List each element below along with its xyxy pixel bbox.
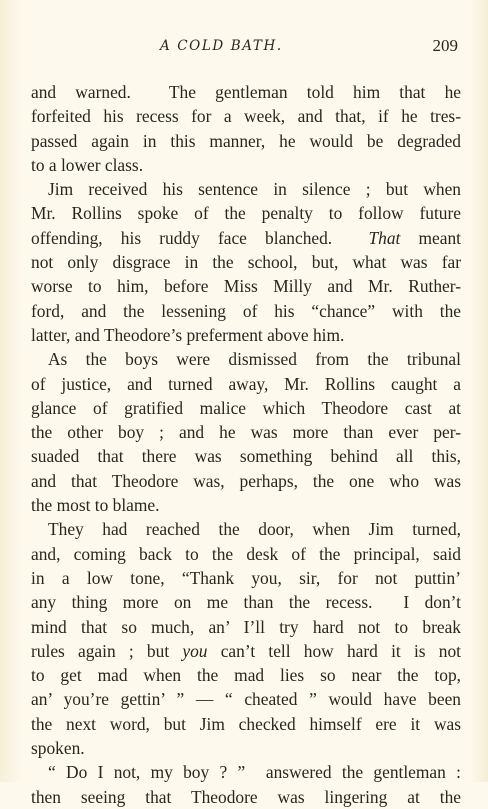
text-line: “ Do I not, my boy ? ” answered the gentleman : (48, 762, 461, 783)
text-segment: meant (400, 227, 461, 248)
text-line: latter, and Theodore’s preferment above him. (31, 324, 345, 345)
text-line: the most to blame. (31, 495, 160, 516)
text-segment: rules again ; but (31, 640, 183, 661)
text-line: the next word, but Jim checked himself ere it was (31, 713, 461, 734)
text-line: the other boy ; and he was more than ever per- (31, 422, 461, 443)
text-line: mind that so much, an’ I’ll try hard not to break (31, 616, 461, 637)
text-line: Jim received his sentence in silence ; but when (48, 179, 461, 200)
text-line: As the boys were dismissed from the tribunal (48, 349, 461, 370)
text-line: and warned. The gentleman told him that he (31, 82, 461, 102)
text-line: worse to him, before Miss Milly and Mr. Ruther- (31, 276, 461, 297)
text-line: Mr. Rollins spoke of the penalty to follow future (31, 203, 461, 224)
text-line: forfeited his recess for a week, and that, if he tres- (31, 106, 461, 127)
text-line (31, 639, 461, 663)
text-line: to get mad when the mad lies so near the top, (31, 665, 461, 686)
text-line: any thing more on me than the recess. I don’t (31, 592, 461, 613)
text-line: and that Theodore was, perhaps, the one who was (31, 470, 461, 491)
text-line: of justice, and turned away, Mr. Rollins caught a (31, 373, 461, 394)
text-segment: can’t tell how hard it is not (207, 640, 461, 661)
text-line: to a lower class. (31, 154, 144, 175)
text-line: ford, and the lessening of his “chance” with the (31, 300, 461, 321)
page-number: 209 (432, 36, 458, 55)
text-line: in a low tone, “Thank you, sir, for not puttin’ (31, 567, 461, 588)
text-line: not only disgrace in the school, but, what was far (31, 252, 461, 273)
text-line: an’ you’re gettin’ ” — “ cheated ” would have been (31, 689, 461, 710)
body-text (31, 80, 461, 809)
italic-emphasis: That (368, 227, 401, 248)
text-line: and, coming back to the desk of the principal, said (31, 543, 461, 564)
text-line (31, 226, 461, 250)
italic-emphasis: you (182, 640, 208, 661)
text-line: They had reached the door, when Jim turned, (48, 519, 461, 540)
page-header (0, 38, 488, 58)
text-line: glance of gratified malice which Theodore cast at (31, 397, 461, 418)
text-line: suaded that there was something behind all this, (31, 446, 461, 467)
running-title: A COLD BATH. (160, 38, 283, 54)
text-line: spoken. (31, 738, 85, 759)
text-line: then seeing that Theodore was lingering at the (31, 786, 461, 807)
text-segment: offending, his ruddy face blanched. (31, 227, 369, 248)
text-line: passed again in this manner, he would be degraded (31, 130, 461, 151)
